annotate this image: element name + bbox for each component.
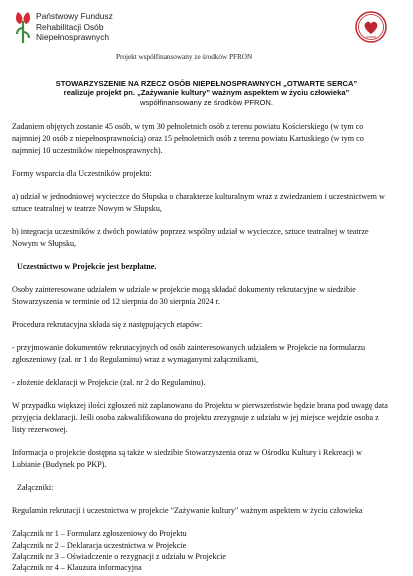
pfron-logo-line-1: Państwowy Fundusz [36, 11, 113, 21]
paragraph-reserve-list: W przypadku większej ilości zgłoszeń niż zaplanowano do Projektu w pierwszeństwie będzie brana pod uwagę data przyjęcia deklaracji. Jeśli osoba zakwalifikowana do projektu zrezygnuje z udziału w jej miejsce wejdzie osoba z listy rezerwowej. [12, 401, 388, 435]
document-body [12, 121, 390, 574]
pfron-logo-line-2: Rehabilitacji Osób [36, 21, 104, 32]
paragraph-participants: Zadaniem objętych zostanie 45 osób, w tym 30 pełnoletnich osób z terenu powiatu Kościerskiego (w tym co najmniej 20 osób z niepełnosprawnością) oraz 15 pełnoletnich osób z terenu powiatu Kartuskiego (w tym co najmniej 10 uczestników niepełnosprawnych). [12, 122, 364, 155]
paragraph-support-a: a) udział w jednodniowej wycieczce do Słupska o charakterze kulturalnym wraz z zwiedzaniem i uczestnictwem w sztuce teatralnej w teatrze Nowym w Słupsku, [12, 192, 385, 213]
pfron-logo-line-3: Niepełnosprawnych [36, 32, 110, 43]
header-funding: współfinansowany ze środków PFRON. [140, 97, 273, 107]
paragraph-information: Informacja o projekcie dostępna są także w siedzibie Stowarzyszenia oraz w Ośrodku Kultury i Rekreacji w Lubianie (Budynek po PKP). [12, 448, 362, 470]
paragraph-support-b: b) integracja uczestników z dwóch powiatów poprzez wspólny udział w wycieczce, sztuce teatralnej w teatrze Nowym w Słupsku, [12, 227, 369, 248]
attachment-item-1: Załącznik nr 1 – Formularz zgłoszeniowy do Projektu [12, 529, 187, 539]
attachment-item-3: Załącznik nr 3 – Oświadczenie o rezygnacji z udziału w Projekcie [12, 551, 226, 561]
pfron-logo-mark-icon [14, 10, 32, 44]
header-project-name: realizuje projekt pn. „Zażywanie kultury” ważnym aspektem w życiu człowieka” [63, 88, 350, 98]
paragraph-procedure-step-2: - złożenie deklaracji w Projekcie (zał. nr 2 do Regulaminu). [12, 378, 206, 388]
pfron-logo [14, 10, 164, 44]
attachments-list [12, 528, 390, 573]
paragraph-application-dates: Osoby zainteresowane udziałem w udziale w projekcie mogą składać dokumenty rekrutacyjne w siedzibie Stowarzyszenia w terminie od 12 sierpnia do 30 sierpnia 2024 r. [12, 285, 356, 306]
paragraph-procedure-step-1: - przyjmowanie dokumentów rekrutacyjnych od osób zainteresowanych udziałem w Projekcie na formularzu zgłoszeniowy (zał. nr 1 do Regulaminu) wraz z wymaganymi załącznikami, [12, 343, 366, 365]
pfron-logo-text [36, 11, 113, 43]
document-header [16, 79, 397, 107]
paragraph-support-forms: Formy wsparcia dla Uczestników projektu: [12, 168, 152, 178]
attachment-item-4: Załącznik nr 4 – Klauzura informacyjna [12, 563, 142, 573]
paragraph-attachments-heading: Załączniki: [17, 483, 54, 493]
header-association-name: STOWARZYSZENIE NA RZECZ OSÓB NIEPEŁNOSPRAWNYCH „OTWARTE SERCA” [55, 79, 358, 88]
association-logo-icon [345, 10, 397, 44]
paragraph-free-participation: Uczestnictwo w Projekcie jest bezpłatne. [17, 262, 157, 271]
paragraph-regulations: Regulamin rekrutacji i uczestnictwa w projekcie "Zażywanie kultury" ważnym aspektem w życiu człowieka [12, 506, 363, 516]
paragraph-procedure: Procedura rekrutacyjna składa się z następujących etapów: [12, 320, 203, 330]
attachment-item-2: Załącznik nr 2 – Deklaracja uczestnictwa w Projekcie [12, 540, 187, 550]
project-funding-note: Projekt współfinansowany ze środków PFRON [116, 53, 253, 61]
